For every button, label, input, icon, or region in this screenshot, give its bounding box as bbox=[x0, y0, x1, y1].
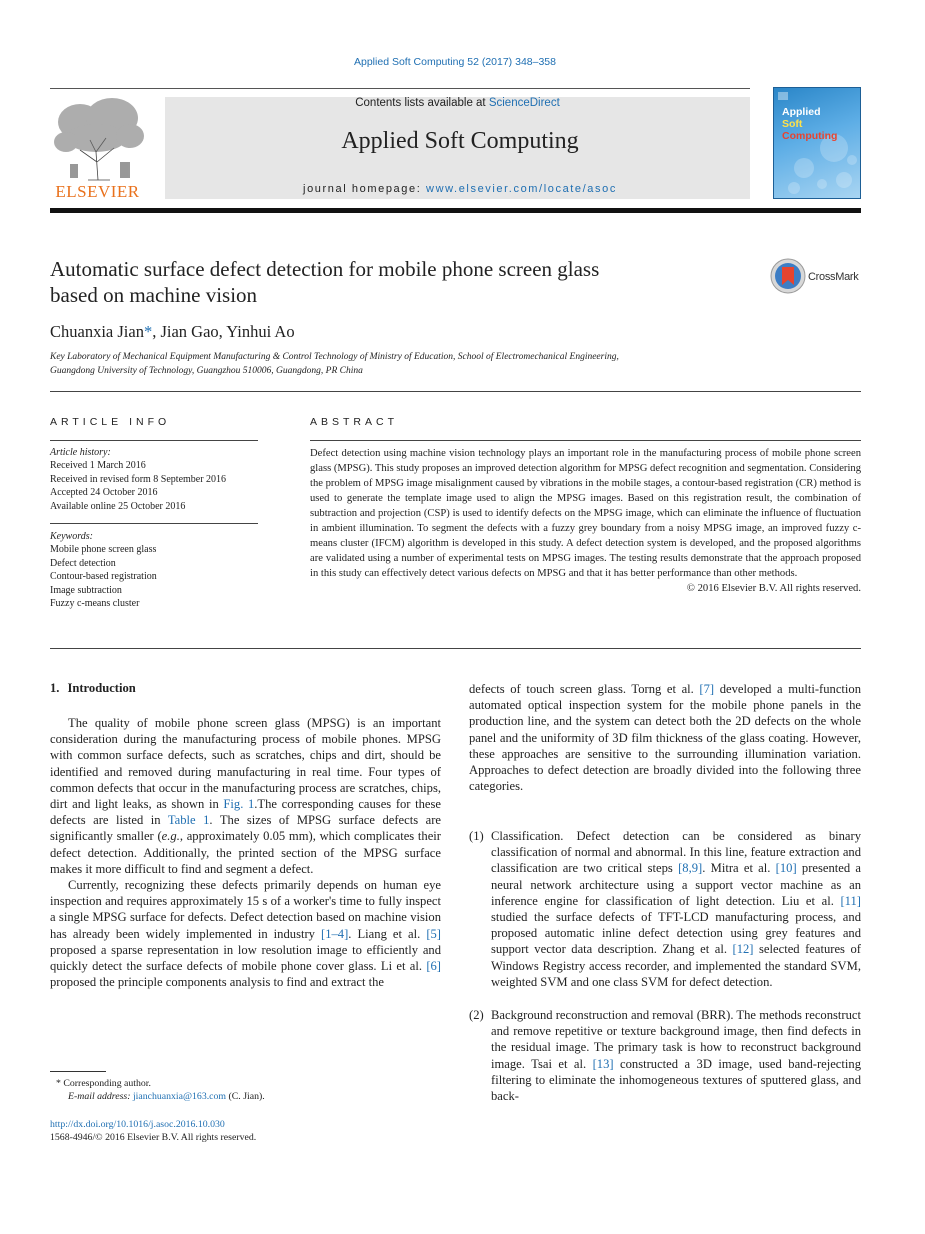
list-item-number: (2) bbox=[469, 1008, 484, 1022]
keywords-rule bbox=[50, 523, 258, 524]
article-title bbox=[50, 256, 750, 308]
history-revised: Received in revised form 8 September 2016 bbox=[50, 473, 227, 485]
abstract-paragraph: Defect detection using machine vision technology plays an important role in the manufacturing process of mobile phone screen glass (MPSG). This study proposes an improved detection algorithm for MPSG defect recognition and segmentation. Considering the problem of MPSG image misalignment caused by vibrations in the mobile stages, a contour-based registration (CR) method is used to generate the template image used to align the MPSG images. Based on this registration result, the combination of subtraction and projection (CSP) is used to identify defects on the MPSG image, which can eliminate the influence of fluctuation in ambient illumination. To segment the defects with a fuzzy grey boundary from a noisy MPSG image, an improved fuzzy c-means cluster (IFCM) algorithm is developed in this study. A defect detection system is developed, and the proposed algorithms are validated using a number of experimental tests on MPSG images. The testing results demonstrate that the approach proposed in this study can effectively detect various defects on MPSG and that it has better performance than other methods. bbox=[310, 448, 861, 579]
text-run: defects of touch screen glass. Torng et al. bbox=[469, 682, 700, 696]
text-run-italic: e.g. bbox=[161, 829, 180, 844]
keyword-item: Image subtraction bbox=[50, 584, 122, 596]
text-run: .The corresponding causes for these defects are listed in bbox=[50, 797, 442, 828]
text-run: constructed a 3D image, used band-rejecting filtering to eliminate the inhomogeneous textures of sputtered glass, and back- bbox=[491, 1056, 861, 1104]
corresponding-author-note bbox=[50, 1077, 265, 1104]
cover-line-1: Applied bbox=[782, 106, 821, 118]
issn-copyright: 1568-4946/© 2016 Elsevier B.V. All rights reserved. bbox=[50, 1132, 257, 1144]
crossmark-label[interactable]: CrossMark bbox=[808, 271, 859, 283]
history-label: Article history: bbox=[50, 447, 111, 458]
journal-homepage bbox=[165, 183, 755, 195]
keyword-item: Contour-based registration bbox=[50, 571, 157, 583]
section-heading-introduction bbox=[50, 681, 136, 696]
text-run: presented a neural network architecture using a support vector machine as an inference engine for classification of light detection. Liu et al. bbox=[491, 861, 861, 908]
list-item-background-reconstruction bbox=[469, 1007, 861, 1104]
doi-block bbox=[50, 1118, 256, 1145]
list-item-text bbox=[491, 828, 861, 990]
homepage-link[interactable]: www.elsevier.com/locate/asoc bbox=[426, 183, 617, 195]
contents-prefix: Contents lists available at bbox=[355, 97, 489, 109]
text-run: proposed the principle components analysis to find and extract the bbox=[50, 975, 384, 990]
footnote-mark: * bbox=[56, 1078, 61, 1089]
homepage-prefix: journal homepage: bbox=[303, 183, 427, 195]
text-run: studied the surface defects of TFT-LCD manufacturing process, and proposed automatic inline defect detection using grey features and support vector data description. Zhang et al. bbox=[491, 910, 861, 957]
article-info-rule bbox=[50, 440, 258, 441]
affiliation bbox=[50, 351, 860, 378]
affiliation-line-2: Guangdong University of Technology, Guangzhou 510006, Guangdong, PR China bbox=[50, 365, 363, 376]
title-divider bbox=[50, 391, 861, 392]
text-run: developed a multi-function automated optical inspection system for the mobile phone panels in the production line, and the system can detect both the 2D defects on the whole panel and the uniformity of 3D film thickness of the glass coating. However, these approaches are sensitive to the surrounding illumination variation. Approaches to defect detection are broadly divided into the following three categories. bbox=[469, 682, 862, 794]
article-info-heading: ARTICLE INFO bbox=[50, 416, 171, 428]
history-received: Received 1 March 2016 bbox=[50, 460, 146, 472]
title-line-1: Automatic surface defect detection for mobile phone screen glass bbox=[50, 257, 600, 281]
text-run: The quality of mobile phone screen glass (MPSG) is an important consideration during the manufacturing process of mobile phones. MPSG with common surface defects, such as scratches, chips and dirt, should be identified and removed during manufacturing in real time. Four types of common defects that occur in the manufacturing process are scratches, chips, dirt and light leaks, as shown in bbox=[50, 716, 441, 812]
reference-link[interactable]: [7] bbox=[699, 682, 715, 696]
cover-title bbox=[782, 106, 837, 142]
text-run: , approximately 0.05 mm), which complicates their defect detection. Additionally, the printed section of the MPSG surface makes it more difficult to find and segment a defect. bbox=[50, 829, 441, 876]
email-link[interactable]: jianchuanxia@163.com bbox=[132, 1091, 227, 1103]
contents-availability bbox=[165, 97, 750, 109]
section-number: 1. bbox=[50, 681, 60, 695]
text-run: . The sizes of MPSG surface defects are significantly smaller ( bbox=[50, 813, 441, 844]
list-item-number: (1) bbox=[469, 829, 484, 843]
cover-line-2: Soft bbox=[782, 118, 803, 130]
affiliation-line-1: Key Laboratory of Mechanical Equipment Manufacturing & Control Technology of Ministry of Education, School of Electromechanical Engineering, bbox=[50, 352, 619, 362]
text-run: . Liang et al. bbox=[348, 926, 427, 941]
author-primary[interactable]: Chuanxia Jian bbox=[50, 322, 144, 341]
journal-cover-thumbnail bbox=[773, 87, 861, 199]
keyword-item: Defect detection bbox=[50, 557, 116, 569]
reference-link[interactable]: [6] bbox=[426, 959, 441, 974]
doi-link[interactable]: http://dx.doi.org/10.1016/j.asoc.2016.10.030 bbox=[50, 1119, 225, 1130]
abstract-body bbox=[310, 446, 861, 596]
title-line-2: based on machine vision bbox=[50, 283, 258, 307]
text-run: Background reconstruction and removal (BRR). The methods reconstruct and remove repetitive or texture background image, then find defects in the residual image. The primary task is how to reconstruct background image. Tsai et al. bbox=[491, 1008, 861, 1071]
corresponding-author-mark[interactable]: * bbox=[143, 322, 153, 341]
article-history bbox=[50, 446, 258, 513]
list-item-text bbox=[491, 1007, 861, 1104]
history-online: Available online 25 October 2016 bbox=[50, 500, 186, 512]
journal-title: Applied Soft Computing bbox=[341, 128, 579, 154]
reference-link[interactable]: [11] bbox=[840, 893, 861, 908]
text-run: Classification. Defect detection can be considered as binary classification of normal and abnormal. In this line, feature extraction and classification are two critical steps bbox=[491, 829, 861, 876]
text-run: selected features of Windows Registry access recorder, and implemented the standard SVM, weighted SVM and one class SVM for defect detection. bbox=[491, 942, 861, 989]
header-thick-rule bbox=[50, 208, 861, 213]
text-run: . Mitra et al. bbox=[702, 861, 776, 876]
intro-paragraph-2 bbox=[50, 877, 441, 990]
list-item-classification bbox=[469, 828, 861, 990]
email-label: E-mail address: bbox=[68, 1091, 131, 1103]
keywords-label: Keywords: bbox=[50, 531, 93, 542]
intro-right-column bbox=[469, 681, 861, 794]
intro-paragraph-1 bbox=[50, 715, 441, 877]
abstract-divider bbox=[50, 648, 861, 649]
abstract-heading: ABSTRACT bbox=[310, 416, 399, 428]
header-top-rule bbox=[50, 88, 750, 89]
reference-link[interactable]: [8,9] bbox=[678, 861, 703, 876]
reference-link[interactable]: [12] bbox=[732, 942, 754, 957]
author-list bbox=[50, 322, 295, 342]
footnote-corresponding: Corresponding author. bbox=[63, 1078, 151, 1089]
keywords-block bbox=[50, 530, 258, 610]
footnote-email-line bbox=[50, 1090, 265, 1103]
reference-link[interactable]: [5] bbox=[426, 926, 441, 941]
footnote-rule bbox=[50, 1071, 106, 1072]
publisher-name: ELSEVIER bbox=[55, 182, 140, 201]
reference-link[interactable]: [10] bbox=[775, 861, 797, 876]
cover-line-3: Computing bbox=[782, 130, 838, 142]
keyword-item: Mobile phone screen glass bbox=[50, 544, 157, 556]
cover-bubbles-icon bbox=[774, 88, 861, 199]
section-title: Introduction bbox=[67, 681, 136, 695]
keyword-item: Fuzzy c-means cluster bbox=[50, 598, 140, 610]
intro-paragraph-3 bbox=[469, 681, 861, 794]
figure-1-link[interactable]: Fig. 1 bbox=[223, 797, 255, 812]
text-run: Currently, recognizing these defects primarily depends on human eye inspection and requires approximately 15 s of a worker's time to fully inspect a single MPSG surface for defects. Defect detection based on machine vision has already been widely implemented in industry bbox=[50, 878, 441, 941]
email-suffix: (C. Jian). bbox=[226, 1091, 265, 1103]
history-accepted: Accepted 24 October 2016 bbox=[50, 487, 158, 499]
abstract-copyright: © 2016 Elsevier B.V. All rights reserved. bbox=[686, 583, 861, 594]
footnote-line bbox=[50, 1077, 265, 1090]
text-run: proposed a sparse representation in low resolution image to efficiently and quickly detect the surface defects of mobile phone cover glass. Li et al. bbox=[50, 942, 441, 974]
reference-link[interactable]: [13] bbox=[592, 1056, 614, 1071]
journal-citation[interactable]: Applied Soft Computing 52 (2017) 348–358 bbox=[354, 56, 556, 68]
intro-left-column bbox=[50, 715, 441, 990]
reference-link[interactable]: [1–4] bbox=[321, 926, 349, 941]
abstract-rule bbox=[310, 440, 861, 441]
sciencedirect-link[interactable]: ScienceDirect bbox=[488, 97, 560, 109]
table-1-link[interactable]: Table 1 bbox=[167, 813, 210, 828]
author-others[interactable]: , Jian Gao, Yinhui Ao bbox=[152, 322, 295, 341]
